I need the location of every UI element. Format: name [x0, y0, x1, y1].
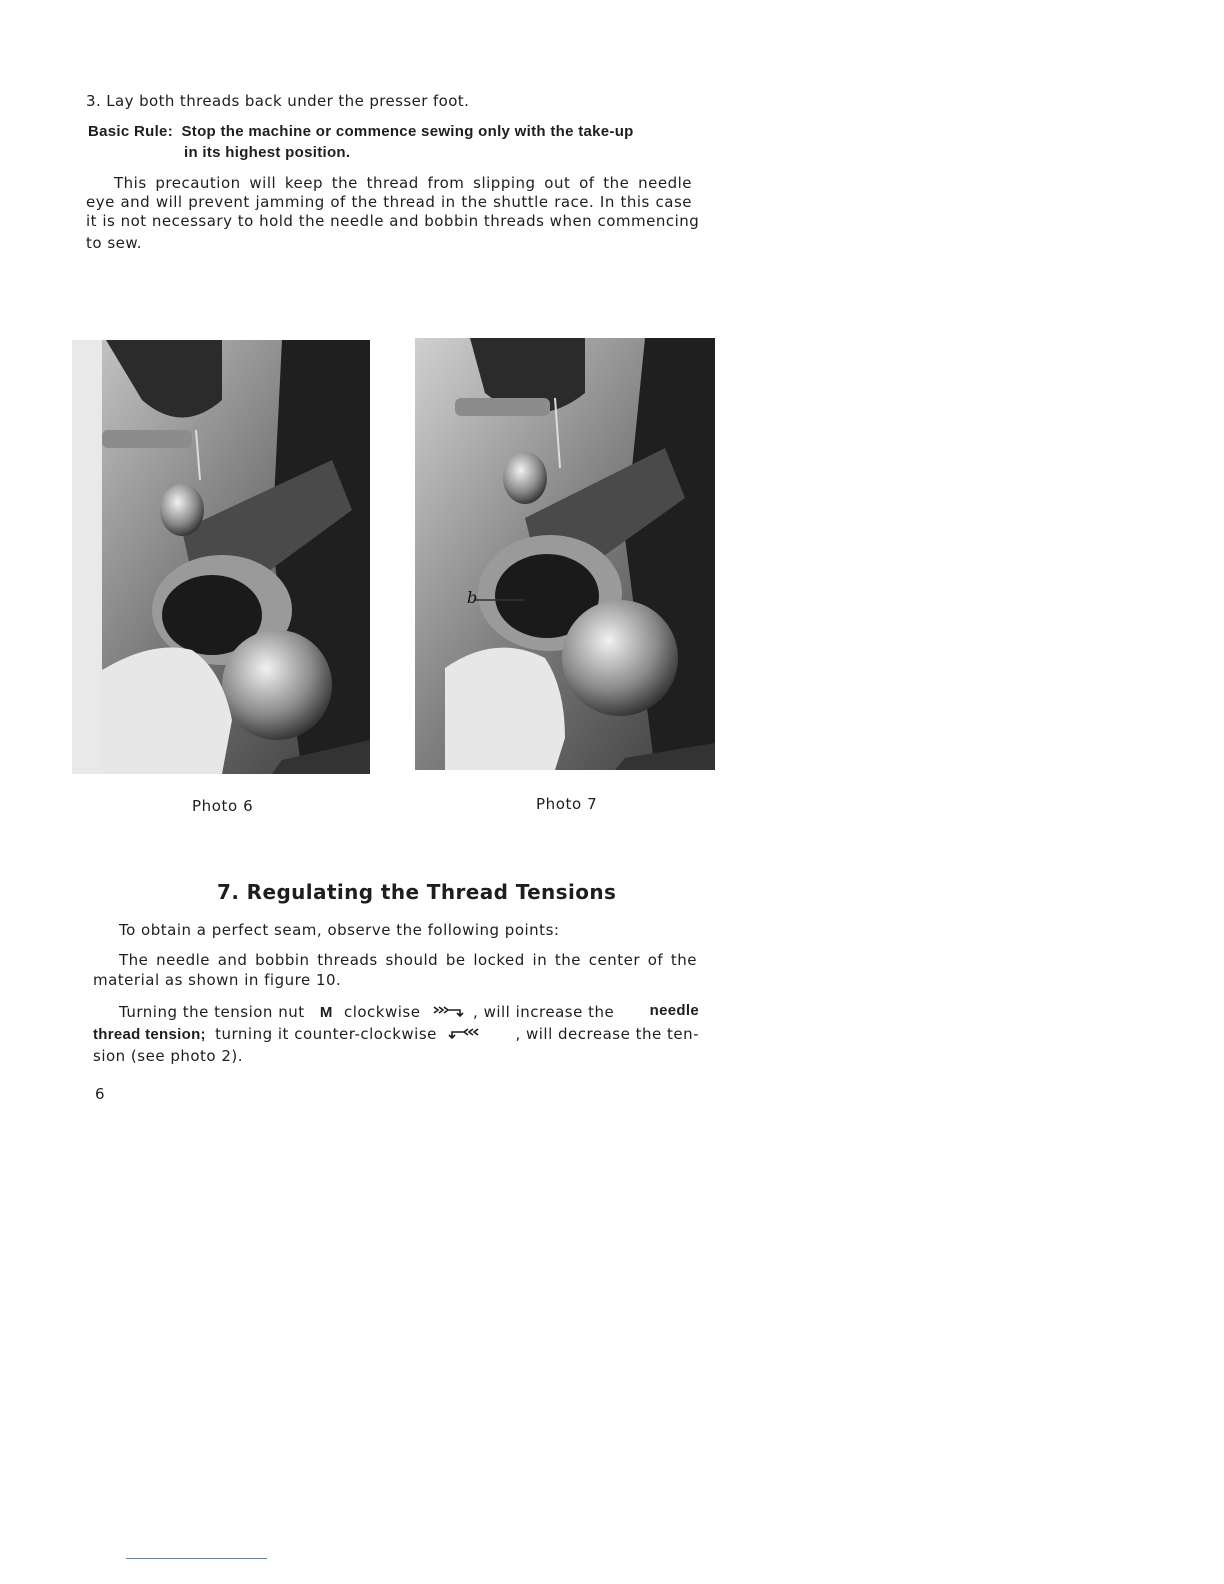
- para3-text-a4: , will increase the: [473, 1003, 615, 1021]
- clockwise-arrow-icon: [432, 1004, 468, 1022]
- para3-text-a3: clockwise: [343, 1003, 421, 1021]
- para2-line-2: material as shown in figure 10.: [93, 971, 342, 989]
- photo-7: [415, 338, 715, 770]
- basic-rule-line2: in its highest position.: [184, 144, 351, 161]
- para3-line-3: sion (see photo 2).: [93, 1047, 244, 1065]
- para3-text-thread-tension: thread tension;: [93, 1026, 206, 1043]
- basic-rule-label: Basic Rule:: [88, 123, 173, 140]
- photo-7-illustration: [415, 338, 715, 770]
- precaution-line-3: it is not necessary to hold the needle and bobbin threads when commencing: [86, 212, 700, 230]
- basic-rule-text1: Stop the machine or commence sewing only with the take-up: [181, 123, 634, 140]
- photo-6-caption: Photo 6: [192, 797, 254, 815]
- page-number: 6: [95, 1085, 105, 1103]
- precaution-line-1: This precaution will keep the thread from slipping out of the needle: [114, 174, 692, 192]
- photo-7-label-b: b: [467, 588, 478, 607]
- precaution-line-4: to sew.: [86, 234, 143, 252]
- photo-7-caption: Photo 7: [536, 795, 598, 813]
- photo-6-illustration: [72, 340, 370, 774]
- step-3-text: 3. Lay both threads back under the presser foot.: [86, 92, 470, 110]
- section-intro: To obtain a perfect seam, observe the following points:: [119, 921, 560, 939]
- para3-text-needle: needle: [649, 1002, 699, 1019]
- precaution-line-2: eye and will prevent jamming of the thread in the shuttle race. In this case: [86, 193, 692, 211]
- para3-line-2: [93, 1025, 699, 1044]
- para3-text-b2: turning it counter-clockwise: [215, 1025, 437, 1043]
- tension-nut-label: M: [319, 1004, 333, 1021]
- footer-rule: [126, 1558, 267, 1559]
- para3-line-1: [119, 1003, 699, 1022]
- para3-text-a1: Turning the tension nut: [119, 1003, 305, 1021]
- basic-rule-line1: [88, 123, 634, 140]
- para3-text-b3: , will decrease the ten-: [515, 1025, 699, 1043]
- section-heading: 7. Regulating the Thread Tensions: [217, 880, 617, 904]
- para2-line-1: The needle and bobbin threads should be locked in the center of the: [119, 951, 697, 969]
- photo-6: [72, 340, 370, 774]
- counter-clockwise-arrow-icon: [446, 1026, 482, 1044]
